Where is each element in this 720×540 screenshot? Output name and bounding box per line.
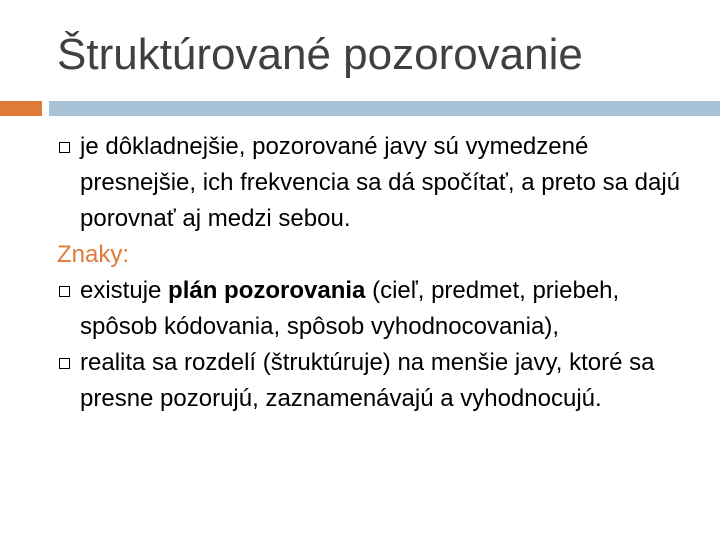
bullet-realita-text: realita sa rozdelí (štruktúruje) na menšie javy, ktoré sa presne pozorujú, zaznamenávajú a vyhodnocujú.: [80, 349, 655, 412]
bullet-intro-text: je dôkladnejšie, pozorované javy sú vymedzené presnejšie, ich frekvencia sa dá spočítať, a preto sa dajú porovnať aj medzi sebou.: [80, 133, 680, 232]
bullet-plan-post: (cieľ, predmet, priebeh, spôsob kódovania, spôsob vyhodnocovania),: [80, 277, 620, 340]
bullet-intro: [57, 129, 697, 237]
bullet-plan-strong: plán pozorovania: [168, 277, 366, 304]
bullet-plan: [57, 273, 697, 345]
slide-content: [57, 129, 697, 417]
title-rule-accent-left: [0, 101, 42, 116]
slide-title: Štruktúrované pozorovanie: [57, 30, 583, 79]
bullet-realita: [57, 345, 697, 417]
square-bullet-icon: [59, 358, 70, 369]
section-heading-znaky: Znaky:: [57, 241, 130, 268]
square-bullet-icon: [59, 286, 70, 297]
square-bullet-icon: [59, 142, 70, 153]
bullet-plan-pre: existuje: [80, 277, 169, 304]
title-rule-accent-right: [49, 101, 720, 116]
